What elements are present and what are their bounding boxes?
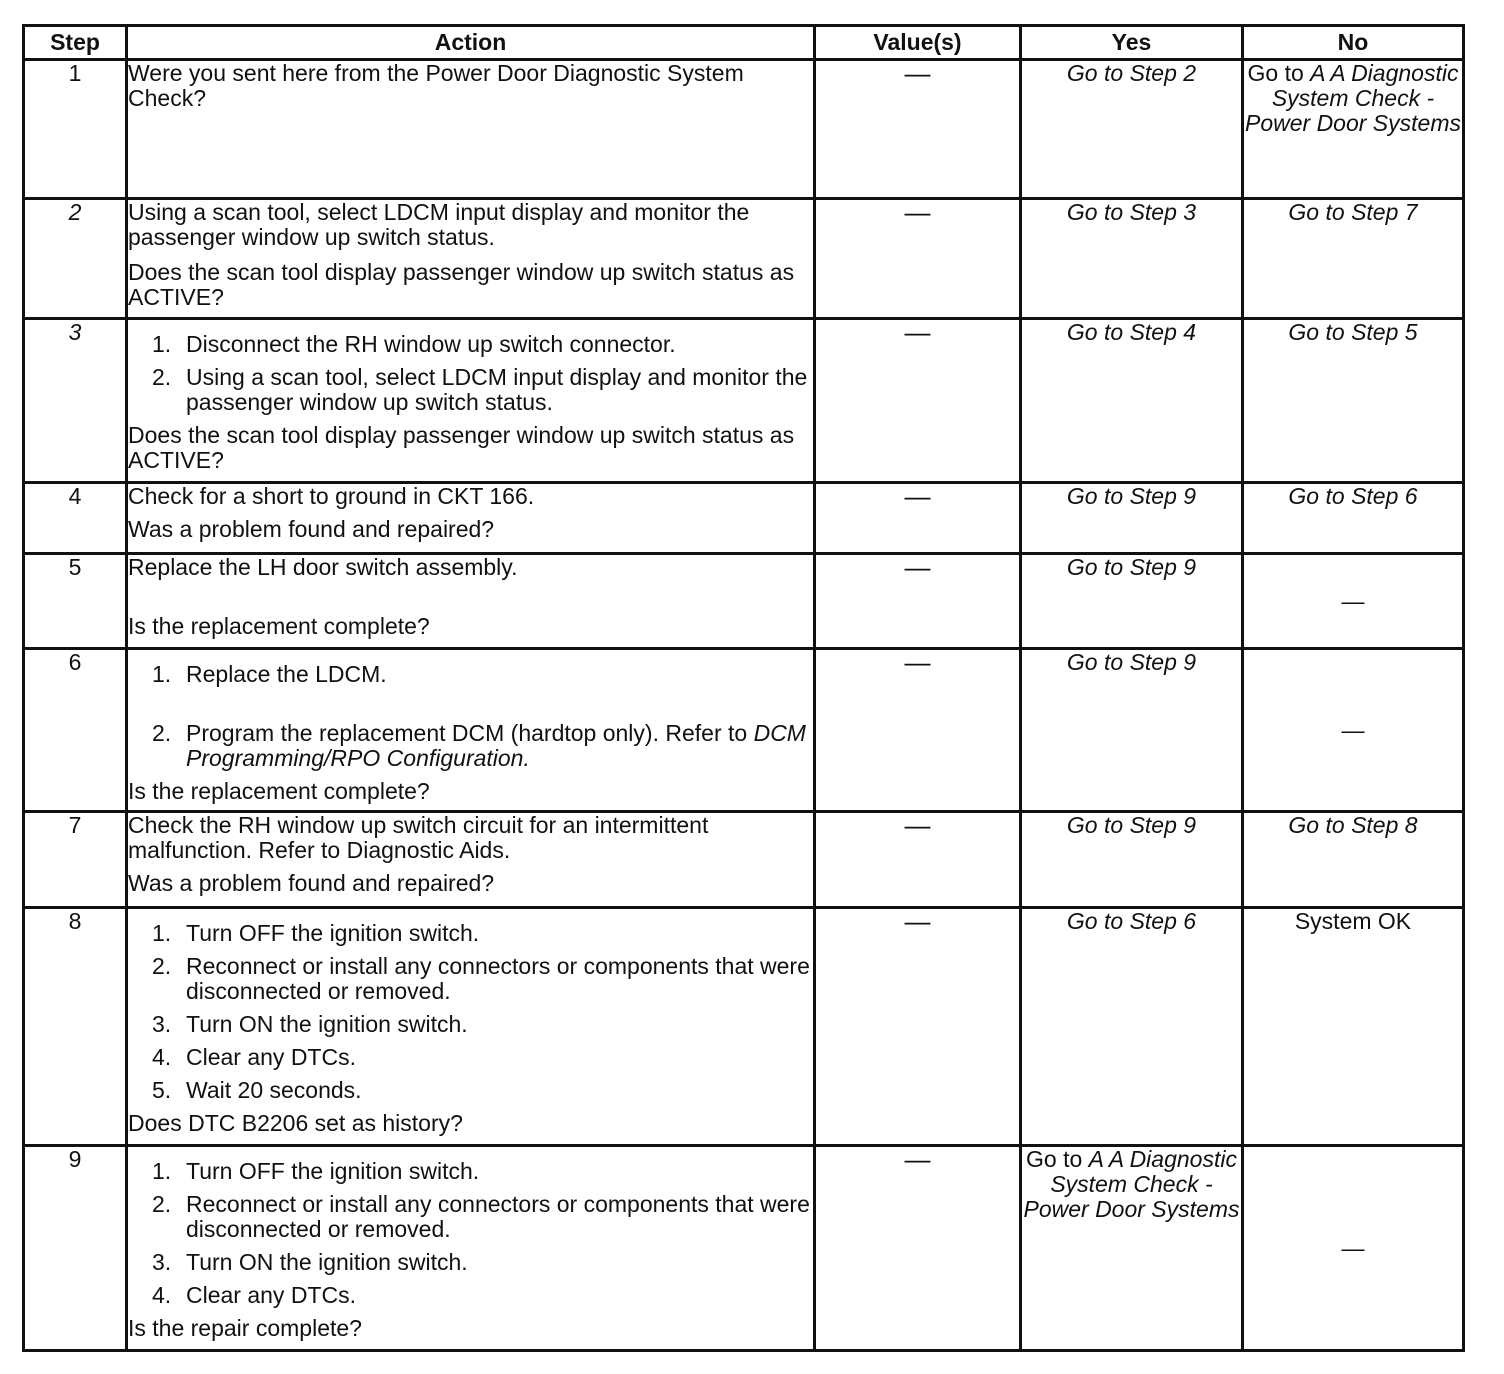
- step-number: 8: [24, 908, 127, 1146]
- yes-cell: Go to Step 9: [1021, 812, 1243, 908]
- table-row: [24, 812, 1464, 908]
- no-cell: Go to Step 8: [1243, 812, 1464, 908]
- action-question: Was a problem found and repaired?: [128, 516, 495, 542]
- action-instruction: Check the RH window up switch circuit for an intermittent malfunction. Refer to Diagnostic Aids.: [128, 812, 709, 863]
- action-cell: [127, 1146, 815, 1351]
- action-cell: [127, 60, 815, 199]
- value-cell: —: [815, 1146, 1021, 1351]
- step-number: 3: [24, 319, 127, 483]
- action-question: Is the replacement complete?: [128, 778, 430, 804]
- table-row: [24, 554, 1464, 649]
- step-number: 2: [24, 199, 127, 319]
- action-question: Does the scan tool display passenger window up switch status as ACTIVE?: [128, 259, 795, 310]
- no-cell: —: [1243, 649, 1464, 812]
- action-cell: [127, 812, 815, 908]
- value-cell: —: [815, 812, 1021, 908]
- list-item: 1. Turn OFF the ignition switch.: [152, 920, 480, 946]
- step-number: 4: [24, 483, 127, 554]
- no-cell: Go to Step 7: [1243, 199, 1464, 319]
- step-number: 5: [24, 554, 127, 649]
- action-instruction: Check for a short to ground in CKT 166.: [128, 483, 535, 509]
- list-item: 4. Clear any DTCs.: [152, 1044, 356, 1070]
- table-row: [24, 319, 1464, 483]
- action-question: Is the replacement complete?: [128, 613, 430, 639]
- table-row: [24, 60, 1464, 199]
- action-question: Is the repair complete?: [128, 1315, 362, 1341]
- action-question: Were you sent here from the Power Door Diagnostic System Check?: [128, 60, 744, 111]
- procedure-list: [128, 1159, 813, 1308]
- no-cell: System OK: [1243, 908, 1464, 1146]
- table-header: [24, 26, 1464, 60]
- action-instruction: Replace the LH door switch assembly.: [128, 554, 518, 580]
- yes-cell: Go to Step 2: [1021, 60, 1243, 199]
- list-item: 2. Using a scan tool, select LDCM input display and monitor the passenger window up switch status.: [152, 364, 808, 415]
- value-cell: —: [815, 908, 1021, 1146]
- action-cell: [127, 483, 815, 554]
- header-values: Value(s): [815, 26, 1021, 60]
- action-cell: [127, 199, 815, 319]
- list-item: 5. Wait 20 seconds.: [152, 1077, 362, 1103]
- no-cell: —: [1243, 1146, 1464, 1351]
- yes-cell: Go to Step 9: [1021, 554, 1243, 649]
- action-question: Was a problem found and repaired?: [128, 870, 495, 896]
- value-cell: —: [815, 483, 1021, 554]
- yes-cell: Go to Step 9: [1021, 649, 1243, 812]
- diagnostic-table: [22, 24, 1465, 1352]
- value-cell: —: [815, 60, 1021, 199]
- list-item: 3. Turn ON the ignition switch.: [152, 1011, 468, 1037]
- no-cell: —: [1243, 554, 1464, 649]
- header-action: Action: [127, 26, 815, 60]
- table-row: [24, 1146, 1464, 1351]
- value-cell: —: [815, 554, 1021, 649]
- yes-cell: Go to Step 4: [1021, 319, 1243, 483]
- yes-cell: [1021, 1146, 1243, 1351]
- no-reference: A A Diagnostic System Check - Power Door Systems: [1244, 60, 1461, 136]
- table-row: [24, 649, 1464, 812]
- procedure-list: [128, 921, 813, 1103]
- yes-cell: Go to Step 6: [1021, 908, 1243, 1146]
- procedure-list: [128, 332, 813, 415]
- no-cell: [1243, 60, 1464, 199]
- table-row: [24, 908, 1464, 1146]
- list-item: 3. Turn ON the ignition switch.: [152, 1249, 468, 1275]
- header-row: [24, 26, 1464, 60]
- action-cell: [127, 554, 815, 649]
- yes-cell: Go to Step 9: [1021, 483, 1243, 554]
- procedure-list: [128, 662, 813, 771]
- reference-link[interactable]: DCM Programming/RPO Configuration.: [186, 720, 806, 771]
- action-cell: [127, 319, 815, 483]
- yes-reference: A A Diagnostic System Check - Power Door Systems: [1023, 1146, 1240, 1222]
- table-row: [24, 483, 1464, 554]
- value-cell: —: [815, 649, 1021, 812]
- table-row: [24, 199, 1464, 319]
- step-number: 9: [24, 1146, 127, 1351]
- yes-cell: Go to Step 3: [1021, 199, 1243, 319]
- list-item: 1. Turn OFF the ignition switch.: [152, 1158, 480, 1184]
- header-step: Step: [24, 26, 127, 60]
- no-cell: Go to Step 6: [1243, 483, 1464, 554]
- action-cell: [127, 649, 815, 812]
- list-item: 4. Clear any DTCs.: [152, 1282, 356, 1308]
- list-item: 2. Program the replacement DCM (hardtop only). Refer to DCM Programming/RPO Configuration.: [152, 720, 806, 771]
- list-item: 1. Replace the LDCM.: [152, 661, 387, 687]
- action-question: Does DTC B2206 set as history?: [128, 1110, 463, 1136]
- header-no: No: [1243, 26, 1464, 60]
- value-cell: —: [815, 199, 1021, 319]
- step-number: 7: [24, 812, 127, 908]
- list-item: 2. Reconnect or install any connectors or components that were disconnected or removed.: [152, 953, 810, 1004]
- header-yes: Yes: [1021, 26, 1243, 60]
- action-question: Does the scan tool display passenger window up switch status as ACTIVE?: [128, 422, 795, 473]
- yes-prefix: Go to: [1026, 1146, 1083, 1172]
- action-instruction: Using a scan tool, select LDCM input display and monitor the passenger window up switch status.: [128, 199, 750, 250]
- list-item: 2. Reconnect or install any connectors or components that were disconnected or removed.: [152, 1191, 810, 1242]
- list-item: 1. Disconnect the RH window up switch connector.: [152, 331, 676, 357]
- no-prefix: Go to: [1247, 60, 1304, 86]
- step-number: 6: [24, 649, 127, 812]
- action-cell: [127, 908, 815, 1146]
- value-cell: —: [815, 319, 1021, 483]
- list-item-text: Program the replacement DCM (hardtop only). Refer to: [186, 720, 748, 746]
- no-cell: Go to Step 5: [1243, 319, 1464, 483]
- step-number: 1: [24, 60, 127, 199]
